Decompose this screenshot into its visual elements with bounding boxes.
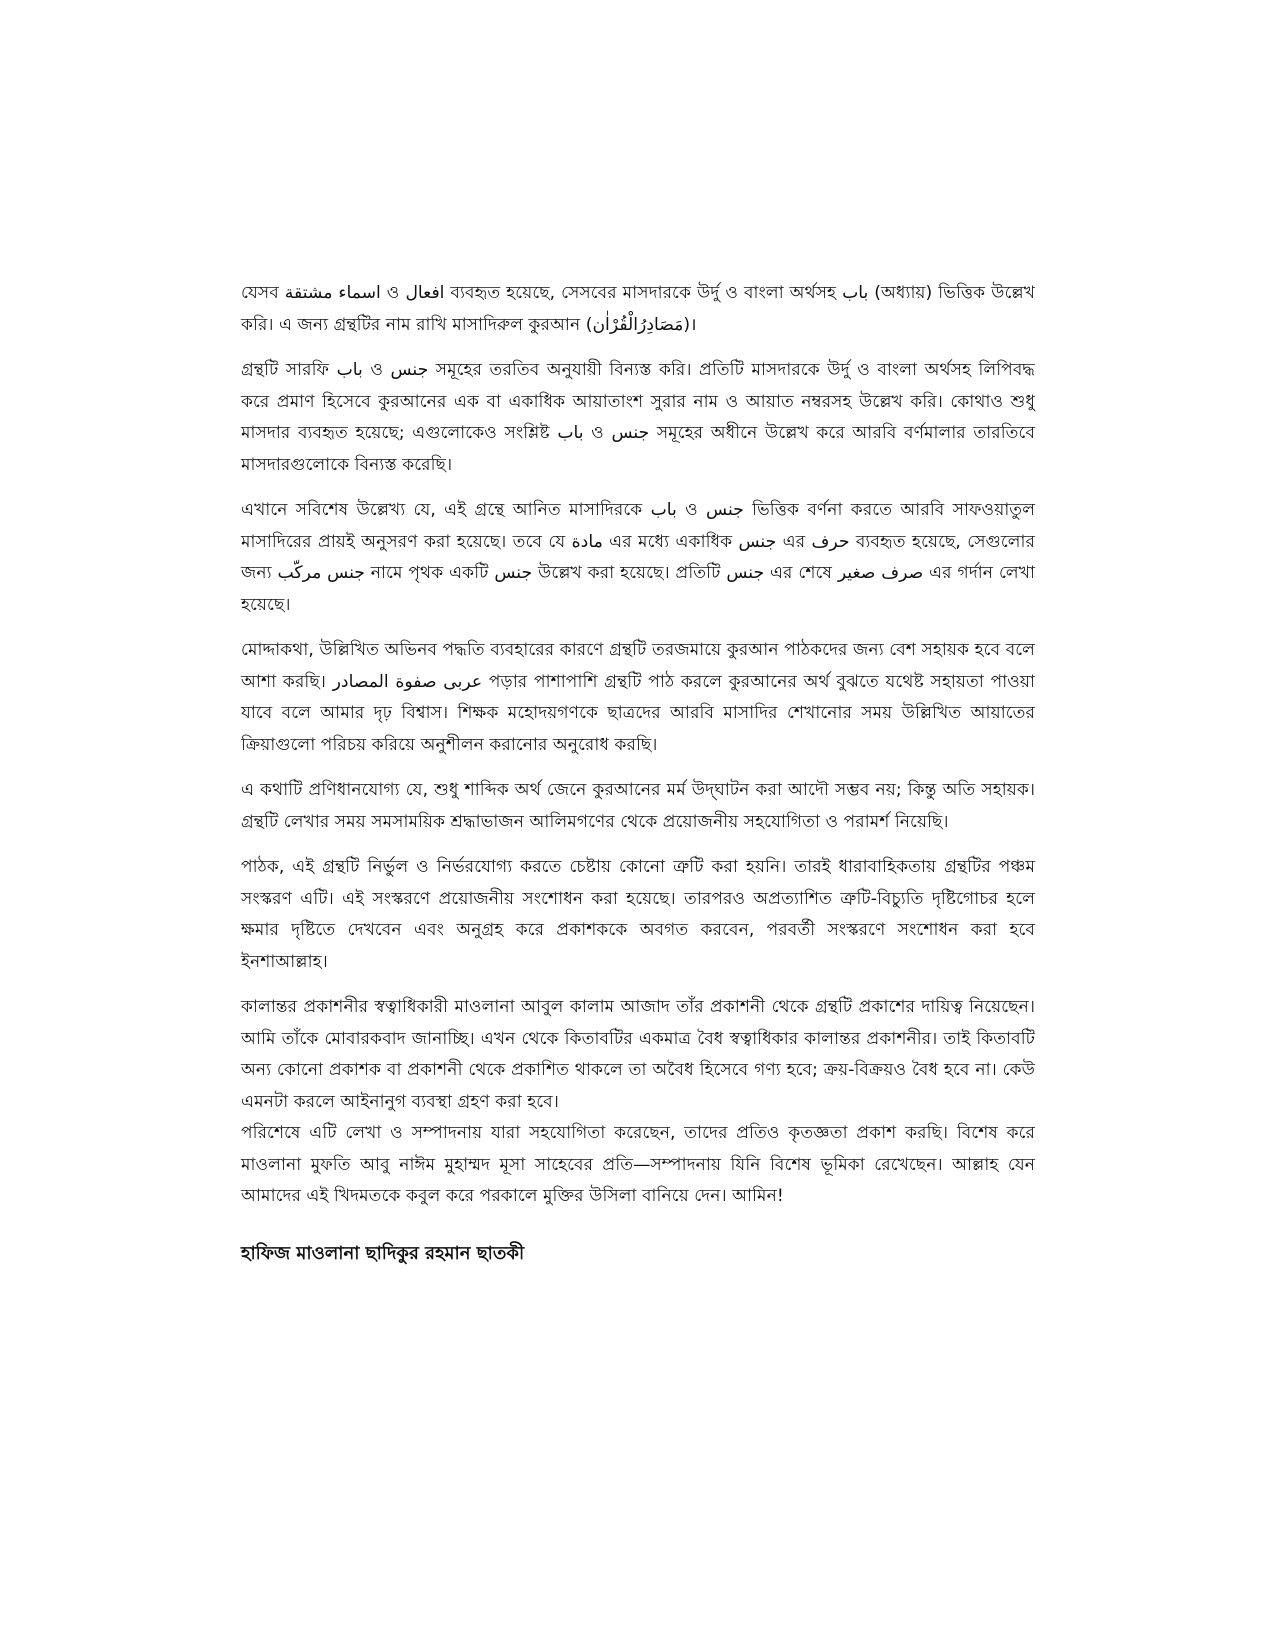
paragraph-usefulness: মোদ্দাকথা, উল্লিখিত অভিনব পদ্ধতি ব্যবহারের কারণে গ্রন্থটি তরজমায়ে কুরআন পাঠকদের জন্য বেশ সহায়ক হবে বলে আশা করছি। عربی صفوة المصادر পড়ার পাশাপাশি গ্রন্থটি পাঠ করলে কুরআনের অর্থ বুঝতে যথেষ্ট সহায়তা পাওয়া যাবে বলে আমার দৃঢ় বিশ্বাস। শিক্ষক মহোদয়গণকে ছাত্রদের আরবি মাসাদির শেখানোর সময় উল্লিখিত আয়াতের ক্রিয়াগুলো পরিচয় করিয়ে অনুশীলন করানোর অনুরোধ করছি।	[241, 640, 1035, 755]
paragraph-edition-note: পাঠক, এই গ্রন্থটি নির্ভুল ও নির্ভরযোগ্য করতে চেষ্টায় কোনো ত্রুটি করা হয়নি। তারই ধারাবাহিকতায় গ্রন্থটির পঞ্চম সংস্করণ এটি। এই সংস্করণে প্রয়োজনীয় সংশোধন করা হয়েছে। তারপরও অপ্রত্যাশিত ত্রুটি-বিচ্যুতি দৃষ্টিগোচর হলে ক্ষমার দৃষ্টিতে দেখবেন এবং অনুগ্রহ করে প্রকাশককে অবগত করবেন, পরবর্তী সংস্করণে সংশোধন করা হবে ইনশাআল্লাহ।	[241, 857, 1035, 972]
author-signature: হাফিজ মাওলানা ছাদিকুর রহমান ছাতকী	[241, 1242, 525, 1264]
document-page	[241, 278, 1035, 1269]
paragraph-arrangement: গ্রন্থটি সারফি باب ও جنس সমূহের তরতিব অনুযায়ী বিন্যস্ত করি। প্রতিটি মাসদারকে উর্দু ও বাংলা অর্থসহ লিপিবদ্ধ করে প্রমাণ হিসেবে কুরআনের এক বা একাধিক আয়াতাংশ সুরার নাম ও আয়াত নম্বরসহ উল্লেখ করি। কোথাও শুধু মাসদার ব্যবহৃত হয়েছে; এগুলোকেও সংশ্লিষ্ট باب ও جنس সমূহের অধীনে উল্লেখ করে আরবি বর্ণমালার তারতিবে মাসদারগুলোকে বিন্যস্ত করেছি।	[241, 360, 1036, 475]
paragraph-acknowledgement: পরিশেষে এটি লেখা ও সম্পাদনায় যারা সহযোগিতা করেছেন, তাদের প্রতিও কৃতজ্ঞতা প্রকাশ করছি। বিশেষ করে মাওলানা মুফতি আবু নাঈম মুহাম্মদ মূসা সাহেবের প্রতি—সম্পাদনায় যিনি বিশেষ ভূমিকা রেখেছেন। আল্লাহ যেন আমাদের এই খিদমতকে কবুল করে পরকালে মুক্তির উসিলা বানিয়ে দেন। আমিন!	[241, 1123, 1035, 1206]
paragraph-methodology-note: এখানে সবিশেষ উল্লেখ্য যে, এই গ্রন্থে আনিত মাসাদিরকে باب ও جنس ভিত্তিক বর্ণনা করতে আরবি সাফওয়াতুল মাসাদিরের প্রায়ই অনুসরণ করা হয়েছে। তবে যে مادة এর মধ্যে একাধিক جنس এর حرف ব্যবহৃত হয়েছে, সেগুলোর জন্য جنس مرکّب নামে পৃথক একটি جنس উল্লেখ করা হয়েছে। প্রতিটি جنس এর শেষে صرف صغیر এর গর্দান লেখা হয়েছে।	[241, 500, 1036, 615]
paragraph-caveat: এ কথাটি প্রণিধানযোগ্য যে, শুধু শাব্দিক অর্থ জেনে কুরআনের মর্ম উদ্‌ঘাটন করা আদৌ সম্ভব নয়; কিন্তু অতি সহায়ক। গ্রন্থটি লেখার সময় সমসাময়িক শ্রদ্ধাভাজন আলিমগণের থেকে প্রয়োজনীয় সহযোগিতা ও পরামর্শ নিয়েছি।	[241, 780, 1035, 832]
paragraph-masdar-intro: যেসব اسماء مشتقة ও افعال ব্যবহৃত হয়েছে, সেসবের মাসদারকে উর্দু ও বাংলা অর্থসহ باب (অধ্যায়) ভিত্তিক উল্লেখ করি। এ জন্য গ্রন্থটির নাম রাখি মাসাদিরুল কুরআন (مَصَادِرُالْقُرْاٰن)।	[241, 283, 1035, 335]
paragraph-publisher-rights: কালান্তর প্রকাশনীর স্বত্বাধিকারী মাওলানা আবুল কালাম আজাদ তাঁর প্রকাশনী থেকে গ্রন্থটি প্রকাশের দায়িত্ব নিয়েছেন। আমি তাঁকে মোবারকবাদ জানাচ্ছি। এখন থেকে কিতাবটির একমাত্র বৈধ স্বত্বাধিকার কালান্তর প্রকাশনীর। তাই কিতাবটি অন্য কোনো প্রকাশক বা প্রকাশনী থেকে প্রকাশিত থাকলে তা অবৈধ হিসেবে গণ্য হবে; ক্রয়-বিক্রয়ও বৈধ হবে না। কেউ এমনটা করলে আইনানুগ ব্যবস্থা গ্রহণ করা হবে।	[241, 997, 1035, 1112]
